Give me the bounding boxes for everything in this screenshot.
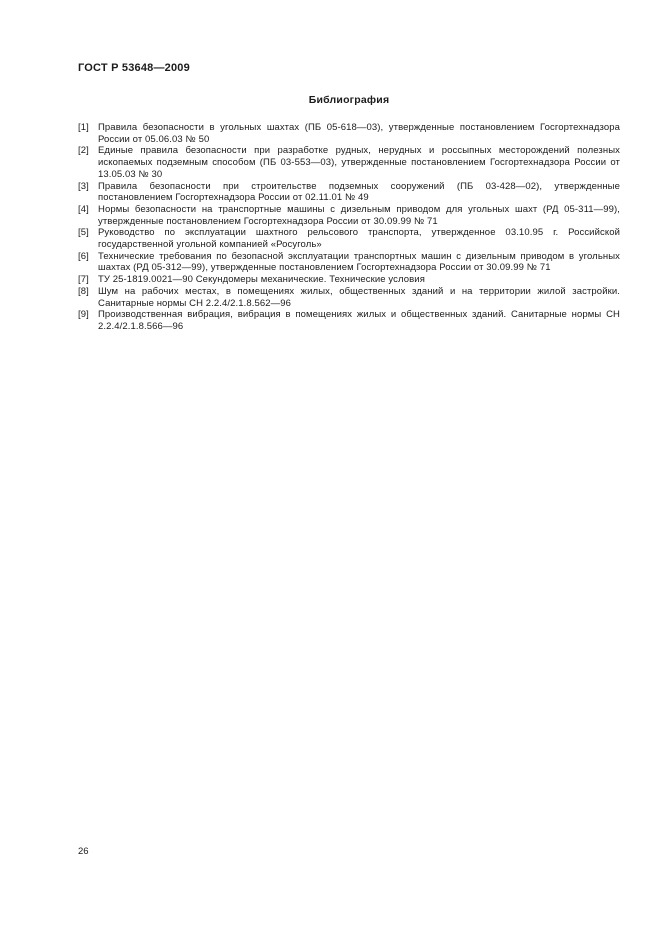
document-code: ГОСТ Р 53648—2009 xyxy=(78,62,190,74)
entry-text: Единые правила безопасности при разработке рудных, нерудных и россыпных месторождений полезных ископаемых подземным способом (ПБ 03-553—03), утвержденные постановлением Госгортехнадзора России от 13.05.03 № 30 xyxy=(98,145,620,180)
entry-text: Производственная вибрация, вибрация в помещениях жилых и общественных зданий. Санитарные нормы СН 2.2.4/2.1.8.566—96 xyxy=(98,309,620,332)
entry-text: ТУ 25-1819.0021—90 Секундомеры механические. Технические условия xyxy=(98,274,425,286)
entry-number: [4] xyxy=(78,203,89,215)
page-title: Библиография xyxy=(308,94,390,106)
page-number: 26 xyxy=(78,846,89,857)
entry-text: Технические требования по безопасной эксплуатации транспортных машин с дизельным приводом в угольных шахтах (РД 05-312—99), утвержденные постановлением Госгортехнадзора России от 30.09.99 № 71 xyxy=(98,250,620,274)
entry-number: [7] xyxy=(78,274,89,286)
bibliography-entry xyxy=(78,227,620,250)
entry-text: Правила безопасности при строительстве подземных сооружений (ПБ 03-428—02), утвержденные постановлением Госгортехнадзора России от 02.11.01 № 49 xyxy=(98,180,620,204)
entry-text: Нормы безопасности на транспортные машины с дизельным приводом для угольных шахт (РД 05-311—99), утвержденные постановлением Госгортехнадзора России от 30.09.99 № 71 xyxy=(98,203,620,227)
entry-number: [3] xyxy=(78,180,89,192)
bibliography-entry xyxy=(78,181,620,204)
bibliography-entry xyxy=(78,274,620,286)
entry-text: Шум на рабочих местах, в помещениях жилых, общественных зданий и на территории жилой застройки. Санитарные нормы СН 2.2.4/2.1.8.562—96 xyxy=(98,285,620,309)
entry-number: [8] xyxy=(78,285,89,297)
bibliography-entry xyxy=(78,286,620,309)
entry-number: [1] xyxy=(78,122,89,133)
bibliography-entry xyxy=(78,251,620,274)
bibliography-list xyxy=(78,122,620,333)
entry-number: [5] xyxy=(78,227,89,239)
entry-number: [2] xyxy=(78,145,89,157)
bibliography-entry xyxy=(78,145,620,180)
entry-text: Правила безопасности в угольных шахтах (ПБ 05-618—03), утвержденные постановлением Госгортехнадзора России от 05.06.03 № 50 xyxy=(98,122,620,145)
bibliography-entry xyxy=(78,204,620,227)
entry-number: [6] xyxy=(78,250,89,262)
bibliography-entry xyxy=(78,309,620,332)
bibliography-entry xyxy=(78,122,620,145)
entry-text: Руководство по эксплуатации шахтного рельсового транспорта, утвержденное 03.10.95 г. Российской государственной угольной компанией «Росуголь» xyxy=(98,227,620,251)
entry-number: [9] xyxy=(78,309,89,321)
